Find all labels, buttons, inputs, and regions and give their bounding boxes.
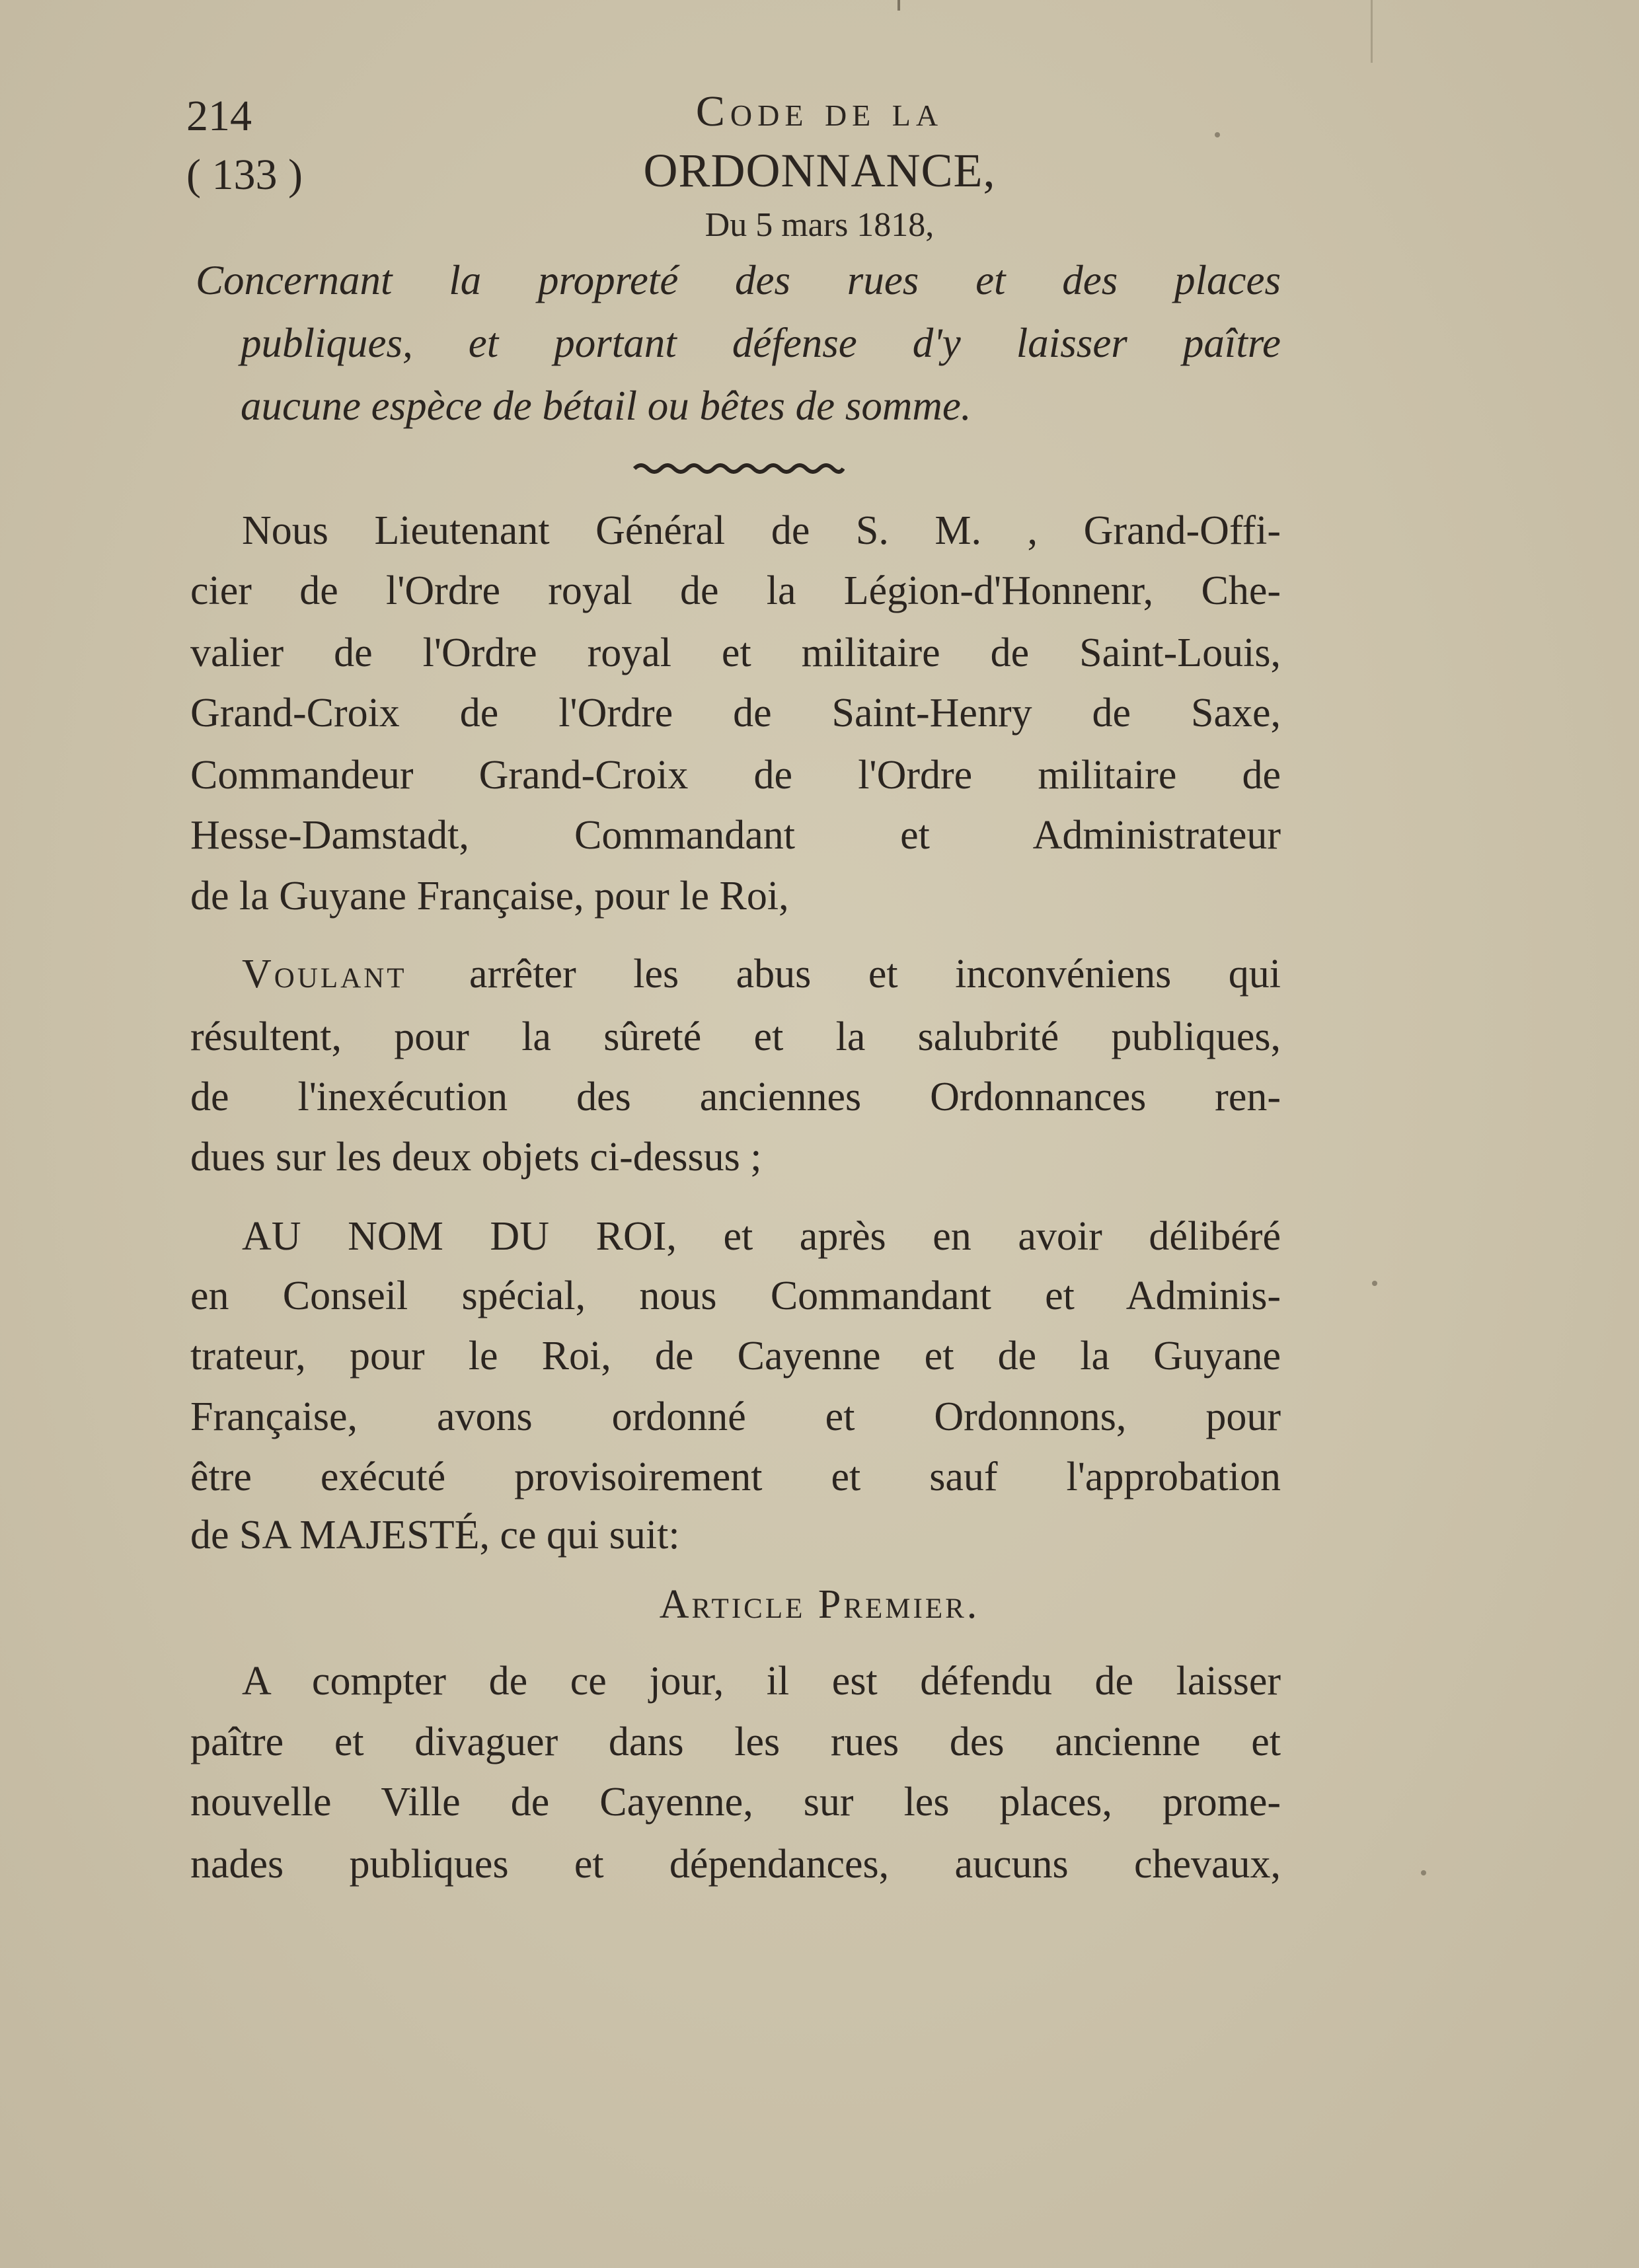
- text-line: Française, avons ordonné et Ordonnons, pour: [190, 1394, 1281, 1439]
- text-line: nouvelle Ville de Cayenne, sur les places, prome-: [190, 1780, 1281, 1825]
- text-line: Nous Lieutenant Général de S. M. , Grand-Offi-: [242, 508, 1281, 553]
- running-head: Code de la: [695, 87, 944, 135]
- text-line: de SA MAJESTÉ, ce qui suit:: [190, 1513, 680, 1558]
- text-line: Commandeur Grand-Croix de l'Ordre militaire de: [190, 753, 1281, 798]
- text-line: nades publiques et dépendances, aucuns chevaux,: [190, 1842, 1281, 1887]
- paper-speck: [1421, 1870, 1426, 1875]
- text-line: être exécuté provisoirement et sauf l'approbation: [190, 1455, 1281, 1499]
- text-line: Hesse-Damstadt, Commandant et Administrateur: [190, 813, 1281, 858]
- text-line: cier de l'Ordre royal de la Légion-d'Honnenr, Che-: [190, 568, 1281, 613]
- subject-line: aucune espèce de bétail ou bêtes de somme.: [241, 383, 972, 429]
- text-line: de la Guyane Française, pour le Roi,: [190, 874, 789, 919]
- text-line: en Conseil spécial, nous Commandant et Adminis-: [190, 1273, 1281, 1318]
- paper-edge-mark: [1371, 0, 1373, 63]
- page-number: 214: [186, 92, 252, 140]
- text-line: valier de l'Ordre royal et militaire de Saint-Louis,: [190, 630, 1281, 675]
- article-heading: Article Premier.: [659, 1582, 980, 1627]
- text-line: Grand-Croix de l'Ordre de Saint-Henry de Saxe,: [190, 691, 1281, 736]
- text-line: de l'inexécution des anciennes Ordonnances ren-: [190, 1075, 1281, 1119]
- text-line: trateur, pour le Roi, de Cayenne et de la Guyane: [190, 1334, 1281, 1379]
- text-line: arrêter les abus et inconvéniens qui: [469, 952, 1281, 997]
- original-page-number: ( 133 ): [186, 151, 303, 199]
- text-line: paître et divaguer dans les rues des ancienne et: [190, 1720, 1281, 1764]
- subject-line: Concernant la propreté des rues et des places: [196, 257, 1281, 303]
- subject-line: publiques, et portant défense d'y laisser paître: [241, 320, 1281, 366]
- paragraph-lead-word: Voulant: [242, 952, 407, 997]
- text-line: résultent, pour la sûreté et la salubrité publiques,: [190, 1014, 1281, 1059]
- ornament-rule: [633, 459, 845, 478]
- document-title: ORDONNANCE,: [643, 144, 996, 197]
- text-line: dues sur les deux objets ci-dessus ;: [190, 1135, 762, 1180]
- text-line: A compter de ce jour, il est défendu de laisser: [242, 1659, 1281, 1704]
- document-date: Du 5 mars 1818,: [705, 206, 934, 244]
- text-line: AU NOM DU ROI, et après en avoir délibéré: [242, 1214, 1281, 1259]
- paper-speck: [1372, 1281, 1377, 1286]
- ink-mark: [897, 0, 900, 11]
